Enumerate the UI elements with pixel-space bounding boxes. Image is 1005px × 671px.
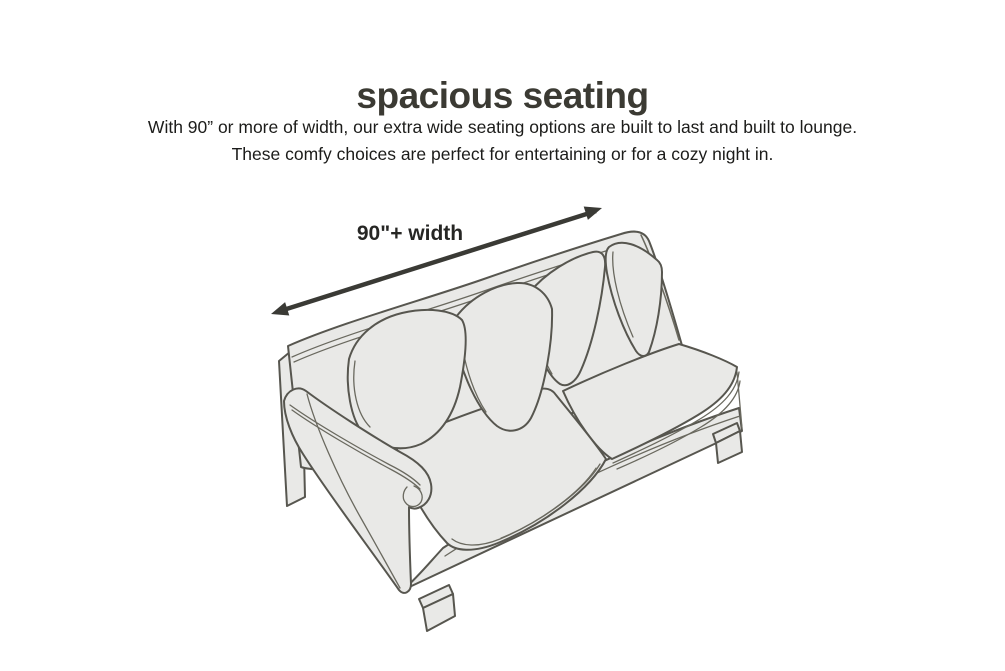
sofa-foot-front — [419, 585, 455, 631]
description-line-1: With 90” or more of width, our extra wide seating options are built to last and built to lounge. — [147, 117, 858, 137]
page-title: spacious seating — [356, 74, 649, 116]
arrow-head-left-icon — [271, 302, 289, 315]
width-arrow-label: 90"+ width — [356, 222, 464, 245]
description-line-2: These comfy choices are perfect for entertaining or for a cozy night in. — [231, 144, 774, 164]
arrow-head-right-icon — [584, 207, 602, 220]
